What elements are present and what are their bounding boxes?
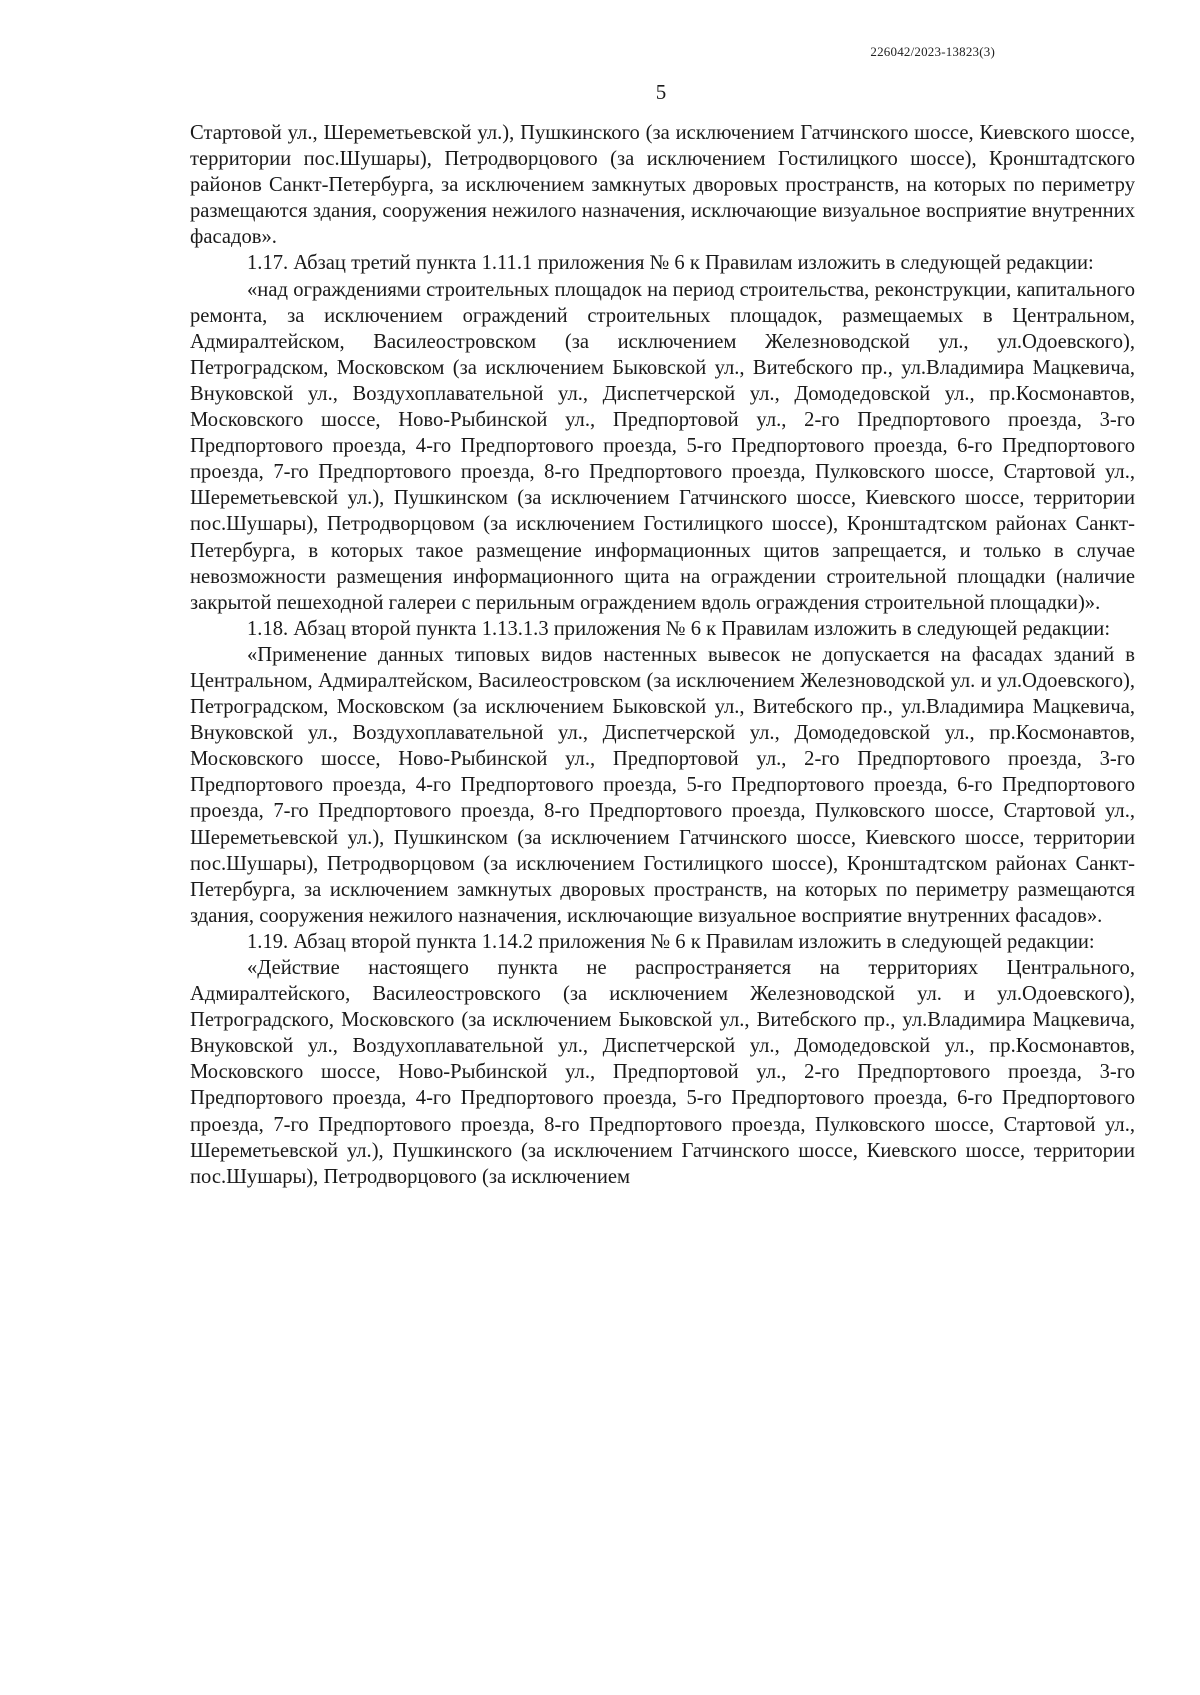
paragraph-item-1-19: 1.19. Абзац второй пункта 1.14.2 приложения № 6 к Правилам изложить в следующей редакции:: [247, 930, 1095, 953]
paragraph-item-1-17: 1.17. Абзац третий пункта 1.11.1 приложения № 6 к Правилам изложить в следующей редакции:: [247, 252, 1094, 275]
document-body: [190, 120, 1135, 1190]
paragraph-quote-1-17: «над ограждениями строительных площадок на период строительства, реконструкции, капитального ремонта, за исключением ограждений строительных площадок, размещаемых в Центральном, Адмиралтейском, Василеостровском (за исключением Железноводской ул., ул.Одоевского), Петроградском, Московском (за исключением Быковской ул., Витебского пр., ул.Владимира Мацкевича, Внуковской ул., Воздухоплавательной ул., Диспетчерской ул., Домодедовской ул., пр.Космонавтов, Московского шоссе, Ново-Рыбинской ул., Предпортовой ул., 2-го Предпортового проезда, 3-го Предпортового проезда, 4-го Предпортового проезда, 5-го Предпортового проезда, 6-го Предпортового проезда, 7-го Предпортового проезда, 8-го Предпортового проезда, Пулковского шоссе, Стартовой ул., Шереметьевской ул.), Пушкинском (за исключением Гатчинского шоссе, Киевского шоссе, территории пос.Шушары), Петродворцовом (за исключением Гостилицкого шоссе), Кронштадтском районах Санкт-Петербурга, в которых такое размещение информационных щитов запрещается, и только в случае невозможности размещения информационного щита на ограждении строительной площадки (наличие закрытой пешеходной галереи с перильным ограждением вдоль ограждения строительной площадки)».: [190, 278, 1135, 614]
paragraph-quote-1-18: «Применение данных типовых видов настенных вывесок не допускается на фасадах зданий в Центральном, Адмиралтейском, Василеостровском (за исключением Железноводской ул. и ул.Одоевского), Петроградском, Московском (за исключением Быковской ул., Витебского пр., ул.Владимира Мацкевича, Внуковской ул., Воздухоплавательной ул., Диспетчерской ул., Домодедовской ул., пр.Космонавтов, Московского шоссе, Ново-Рыбинской ул., Предпортовой ул., 2-го Предпортового проезда, 3-го Предпортового проезда, 4-го Предпортового проезда, 5-го Предпортового проезда, 6-го Предпортового проезда, 7-го Предпортового проезда, 8-го Предпортового проезда, Пулковского шоссе, Стартовой ул., Шереметьевской ул.), Пушкинском (за исключением Гатчинского шоссе, Киевского шоссе, территории пос.Шушары), Петродворцовом (за исключением Гостилицкого шоссе), Кронштадтском районах Санкт-Петербурга, за исключением замкнутых дворовых пространств, на которых по периметру размещаются здания, сооружения нежилого назначения, исключающие визуальное восприятие внутренних фасадов».: [190, 643, 1135, 927]
document-registration-number: 226042/2023-13823(3): [870, 44, 995, 59]
paragraph-continuation: Стартовой ул., Шереметьевской ул.), Пушкинского (за исключением Гатчинского шоссе, Киевского шоссе, территории пос.Шушары), Петродворцового (за исключением Гостилицкого шоссе), Кронштадтского районов Санкт-Петербурга, за исключением замкнутых дворовых пространств, на которых по периметру размещаются здания, сооружения нежилого назначения, исключающие визуальное восприятие внутренних фасадов».: [190, 122, 1135, 249]
paragraph-item-1-18: 1.18. Абзац второй пункта 1.13.1.3 приложения № 6 к Правилам изложить в следующей редакции:: [247, 617, 1111, 640]
page-number: 5: [655, 80, 667, 104]
paragraph-quote-1-19: «Действие настоящего пункта не распространяется на территориях Центрального, Адмиралтейского, Василеостровского (за исключением Железноводской ул. и ул.Одоевского), Петроградского, Московского (за исключением Быковской ул., Витебского пр., ул.Владимира Мацкевича, Внуковской ул., Воздухоплавательной ул., Диспетчерской ул., Домодедовской ул., пр.Космонавтов, Московского шоссе, Ново-Рыбинской ул., Предпортовой ул., 2-го Предпортового проезда, 3-го Предпортового проезда, 4-го Предпортового проезда, 5-го Предпортового проезда, 6-го Предпортового проезда, 7-го Предпортового проезда, 8-го Предпортового проезда, Пулковского шоссе, Стартовой ул., Шереметьевской ул.), Пушкинского (за исключением Гатчинского шоссе, Киевского шоссе, территории пос.Шушары), Петродворцового (за исключением: [190, 957, 1135, 1188]
